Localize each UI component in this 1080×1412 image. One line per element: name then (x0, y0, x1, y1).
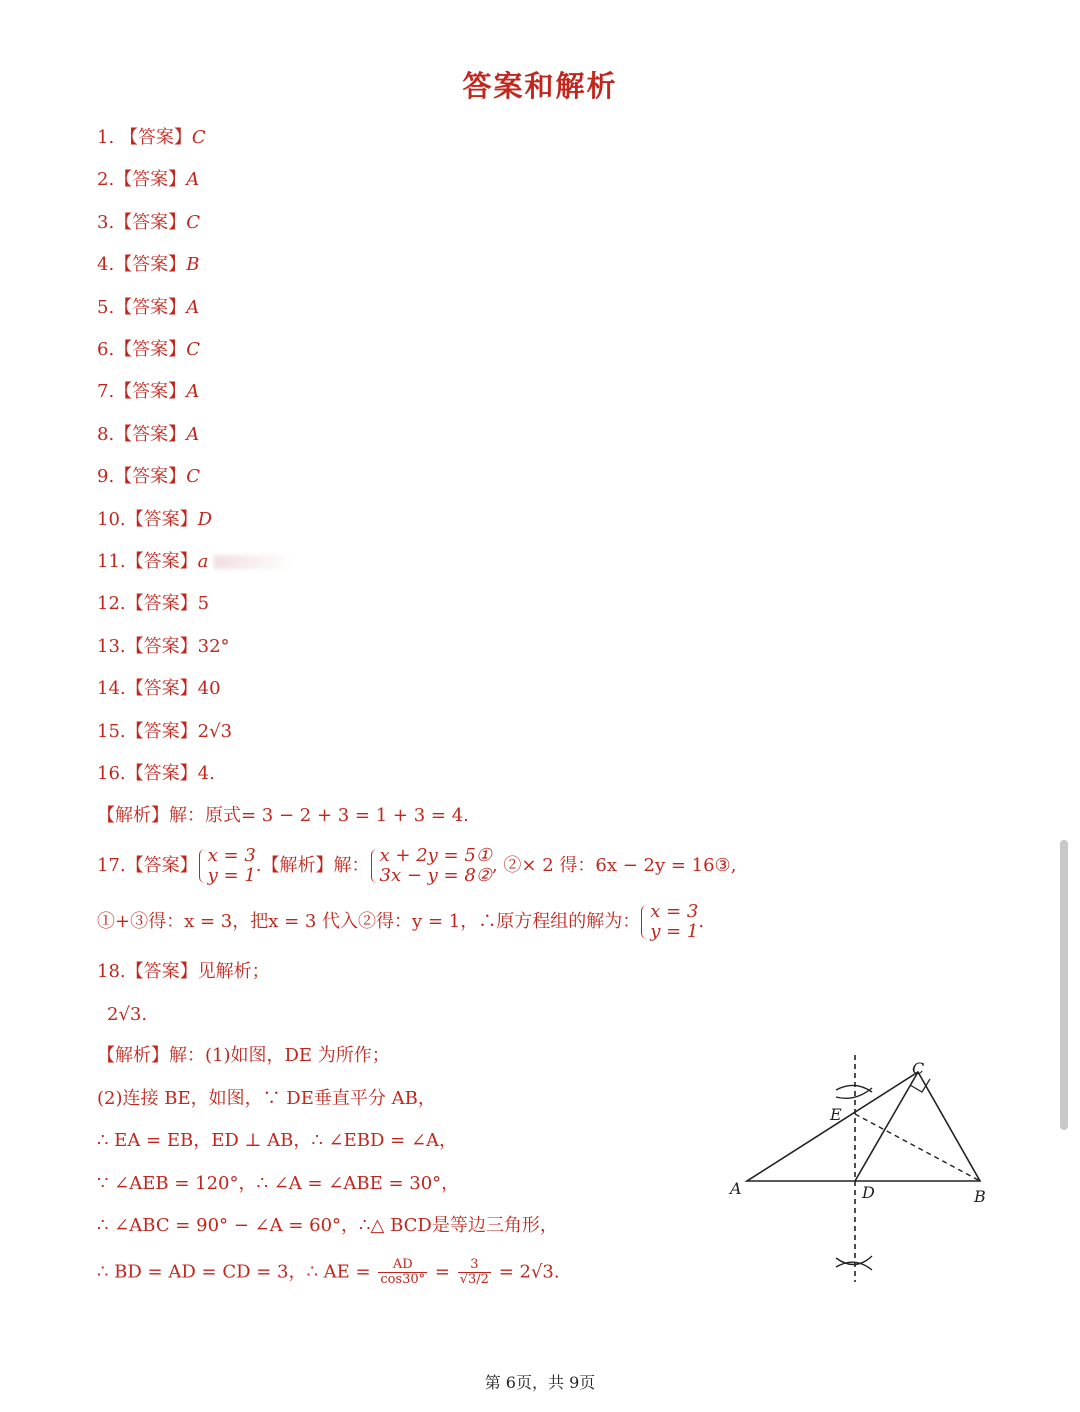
q17-eq2: 3x − y = 8② (379, 865, 492, 886)
page-title: 答案和解析 (462, 69, 618, 103)
answer-value: A (186, 423, 200, 445)
q17-sol-y: y = 1 (650, 921, 699, 942)
answer-label: 2.【答案】 (97, 169, 187, 191)
answer-label: 15.【答案】 (97, 720, 198, 742)
answer-label: 16.【答案】 (97, 763, 198, 784)
q18-analysis-line: ∴ EA = EB，ED ⊥ AB，∴ ∠EBD = ∠A， (97, 1130, 458, 1151)
answer-label: 6.【答案】 (97, 339, 187, 360)
arc-bottom-1 (836, 1256, 872, 1265)
answer-line (97, 253, 199, 277)
answer-line (97, 508, 212, 532)
q17-answer-system (198, 846, 256, 886)
answer-value: 2√3 (197, 720, 233, 742)
answer-line (97, 592, 209, 616)
q18-last-end: = 2√3. (498, 1261, 560, 1283)
arc-bottom-2 (836, 1262, 872, 1270)
q18-label: 18.【答案】见解析； (97, 961, 270, 982)
answer-value: 40 (197, 678, 221, 700)
q18-analysis-line: ∵ ∠AEB = 120°，∴ ∠A = ∠ABE = 30°， (97, 1172, 460, 1194)
q16-analysis: 【解析】解：原式= 3 − 2 + 3 = 1 + 3 = 4. (97, 805, 469, 826)
q17-mid: .【解析】解： (255, 855, 370, 876)
answer-line (97, 380, 199, 404)
answer-line (97, 720, 232, 744)
answer-value: C (186, 466, 200, 488)
label-c: C (912, 1059, 925, 1078)
answer-value: D (197, 508, 213, 530)
frac1-num: AD (378, 1258, 427, 1273)
triangle-abc (747, 1072, 980, 1181)
scrollbar-thumb[interactable] (1060, 840, 1068, 1130)
q17-line1 (97, 846, 736, 886)
label-e: E (830, 1105, 842, 1124)
answer-line (97, 677, 221, 701)
q17-line2 (97, 902, 704, 942)
q18-answer2: 2√3. (107, 1004, 148, 1025)
answer-line (97, 423, 199, 447)
q17-end: . (698, 911, 705, 932)
answer-label: 9.【答案】 (97, 466, 187, 488)
answer-label: 1. 【答案】 (97, 127, 192, 148)
answer-label: 4.【答案】 (97, 254, 187, 276)
label-a: A (730, 1179, 742, 1198)
q17-ans-y: y = 1 (207, 865, 256, 886)
answer-value: a (197, 551, 209, 572)
q17-line2-text: ①+③得：x = 3，把x = 3 代入②得：y = 1，∴原方程组的解为： (97, 911, 641, 932)
answer-line (97, 762, 215, 786)
answer-line (97, 211, 200, 235)
q17-label: 17.【答案】 (97, 855, 198, 876)
answer-value: A (186, 381, 200, 403)
q18-last-start: ∴ BD = AD = CD = 3，∴ AE = (97, 1261, 371, 1283)
arc-top-1 (836, 1085, 872, 1092)
answer-value: 5 (197, 593, 210, 615)
geometry-figure (720, 1050, 1010, 1290)
q18-analysis-line: ∴ ∠ABC = 90° − ∠A = 60°，∴△ BCD是等边三角形， (97, 1215, 558, 1236)
answer-value: 4. (197, 763, 215, 784)
answer-value: A (186, 169, 200, 191)
q17-eq1: x + 2y = 5① (379, 845, 492, 866)
answer-label: 12.【答案】 (97, 593, 198, 615)
q17-tail: , ②× 2 得：6x − 2y = 16③, (491, 855, 737, 876)
page-footer: 第 6页，共 9页 (484, 1373, 596, 1392)
q18-analysis-line: 【解析】解：(1)如图，DE 为所作； (97, 1045, 390, 1066)
answer-value: C (191, 127, 206, 148)
answer-line (97, 168, 199, 192)
answer-label: 8.【答案】 (97, 423, 187, 445)
answer-value: 32° (197, 635, 230, 657)
q18-last-line (97, 1258, 560, 1287)
answer-label: 7.【答案】 (97, 381, 187, 403)
answer-line (97, 126, 206, 150)
answer-value: B (186, 254, 200, 276)
q17-ans-x: x = 3 (207, 845, 256, 866)
answer-value: C (186, 211, 200, 233)
answer-line (97, 635, 230, 659)
answer-value: A (186, 296, 200, 318)
answer-line (97, 296, 199, 320)
fraction-ad-cos30 (378, 1258, 427, 1287)
frac1-den: cos30° (380, 1272, 426, 1287)
answer-line (97, 550, 294, 574)
label-b: B (974, 1187, 986, 1206)
q18-analysis-line: (2)连接 BE，如图，∵ DE垂直平分 AB， (97, 1087, 436, 1109)
answer-label: 11.【答案】 (97, 551, 198, 572)
frac2-num: 3 (458, 1258, 491, 1273)
answer-label: 14.【答案】 (97, 678, 198, 700)
answer-value: C (186, 339, 200, 360)
blurred-answer (214, 555, 294, 569)
label-d: D (862, 1183, 875, 1202)
equals-sign: = (434, 1261, 451, 1283)
answer-label: 13.【答案】 (97, 635, 198, 657)
fraction-3-over-root3-half (458, 1258, 491, 1287)
answer-label: 5.【答案】 (97, 296, 187, 318)
q17-sol-x: x = 3 (650, 901, 699, 922)
q17-equation-system (370, 846, 492, 886)
q17-solution-system (640, 902, 698, 942)
answer-label: 10.【答案】 (97, 508, 198, 530)
answer-line (97, 465, 200, 489)
answer-label: 3.【答案】 (97, 211, 187, 233)
frac2-den: √3/2 (459, 1272, 489, 1287)
answer-line (97, 338, 200, 362)
